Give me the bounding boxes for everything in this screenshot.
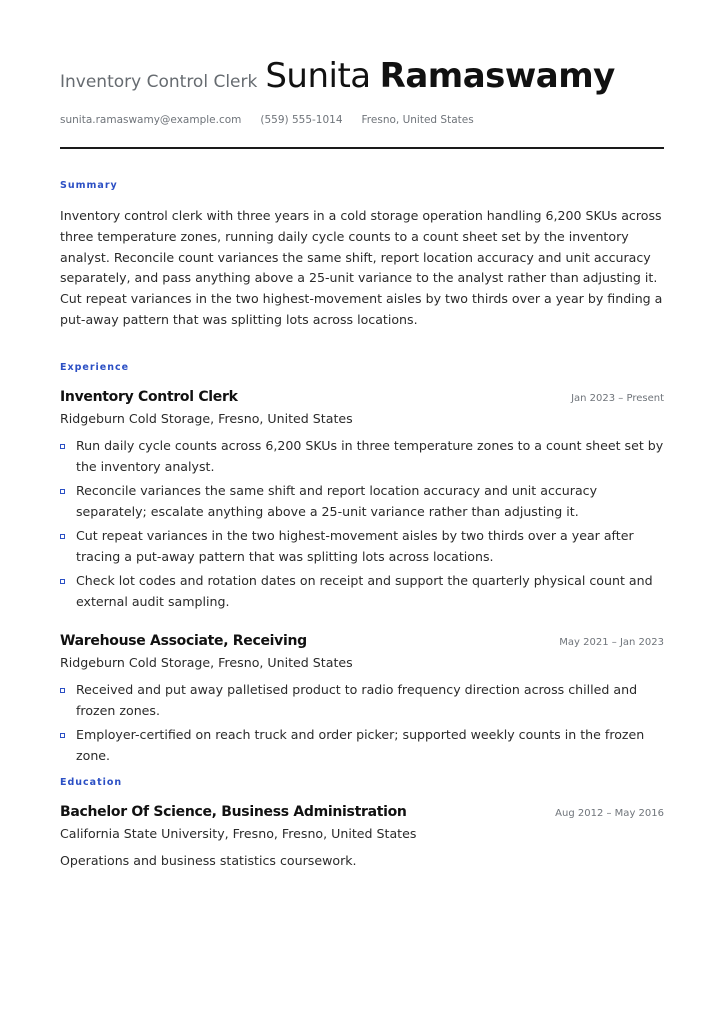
job-2-bullets	[60, 680, 664, 766]
last-name: Ramaswamy	[379, 56, 615, 96]
education-heading: Education	[60, 777, 123, 788]
list-item: Employer-certified on reach truck and order picker; supported weekly counts in the frozen zone.	[60, 725, 664, 766]
header-divider	[60, 147, 664, 149]
contact-location: Fresno, United States	[361, 114, 474, 126]
first-name: Sunita	[265, 56, 371, 96]
bullet-square-icon	[60, 579, 65, 584]
bullet-square-icon	[60, 489, 65, 494]
job-2-header	[60, 633, 664, 649]
education-school: California State University, Fresno, Fresno, United States	[60, 826, 417, 841]
summary-heading: Summary	[60, 180, 118, 191]
job-2-date: May 2021 – Jan 2023	[559, 637, 664, 648]
education-note: Operations and business statistics coursework.	[60, 853, 357, 868]
education-degree: Bachelor Of Science, Business Administration	[60, 804, 407, 820]
job-1-header	[60, 389, 664, 405]
job-1-company: Ridgeburn Cold Storage, Fresno, United States	[60, 411, 353, 426]
summary-text: Inventory control clerk with three years in a cold storage operation handling 6,200 SKUs across three temperature zones, running daily cycle counts to a count sheet set by the inventory analyst. Reconcile count variances the same shift, report location accuracy and unit accuracy separately, and pass anything above a 25-unit variance to the analyst rather than adjusting it. Cut repeat variances in the two highest-movement aisles by two thirds over a year by finding a put-away pattern that was splitting lots across locations.	[60, 208, 663, 327]
bullet-square-icon	[60, 534, 65, 539]
education-date: Aug 2012 – May 2016	[555, 808, 664, 819]
list-item: Received and put away palletised product to radio frequency direction across chilled and frozen zones.	[60, 680, 664, 721]
contact-email: sunita.ramaswamy@example.com	[60, 114, 242, 126]
list-item: Reconcile variances the same shift and report location accuracy and unit accuracy separately; escalate anything above a 25-unit variance rather than adjusting it.	[60, 481, 664, 522]
list-item: Run daily cycle counts across 6,200 SKUs in three temperature zones to a count sheet set by the inventory analyst.	[60, 436, 664, 477]
contact-phone: (559) 555-1014	[260, 114, 343, 126]
job-1-date: Jan 2023 – Present	[571, 393, 664, 404]
job-1-title: Inventory Control Clerk	[60, 389, 238, 405]
contact-row	[60, 114, 493, 126]
name-row	[60, 56, 664, 96]
job-1-bullets	[60, 436, 664, 612]
job-2-title: Warehouse Associate, Receiving	[60, 633, 307, 649]
list-item: Cut repeat variances in the two highest-movement aisles by two thirds over a year after tracing a put-away pattern that was splitting lots across locations.	[60, 526, 664, 567]
job-2-company: Ridgeburn Cold Storage, Fresno, United States	[60, 655, 353, 670]
bullet-square-icon	[60, 444, 65, 449]
experience-heading: Experience	[60, 362, 130, 373]
resume-header	[60, 56, 664, 126]
education-header	[60, 804, 664, 820]
bullet-square-icon	[60, 733, 65, 738]
header-job-title: Inventory Control Clerk	[60, 72, 258, 92]
list-item: Check lot codes and rotation dates on receipt and support the quarterly physical count and external audit sampling.	[60, 571, 664, 612]
bullet-square-icon	[60, 688, 65, 693]
